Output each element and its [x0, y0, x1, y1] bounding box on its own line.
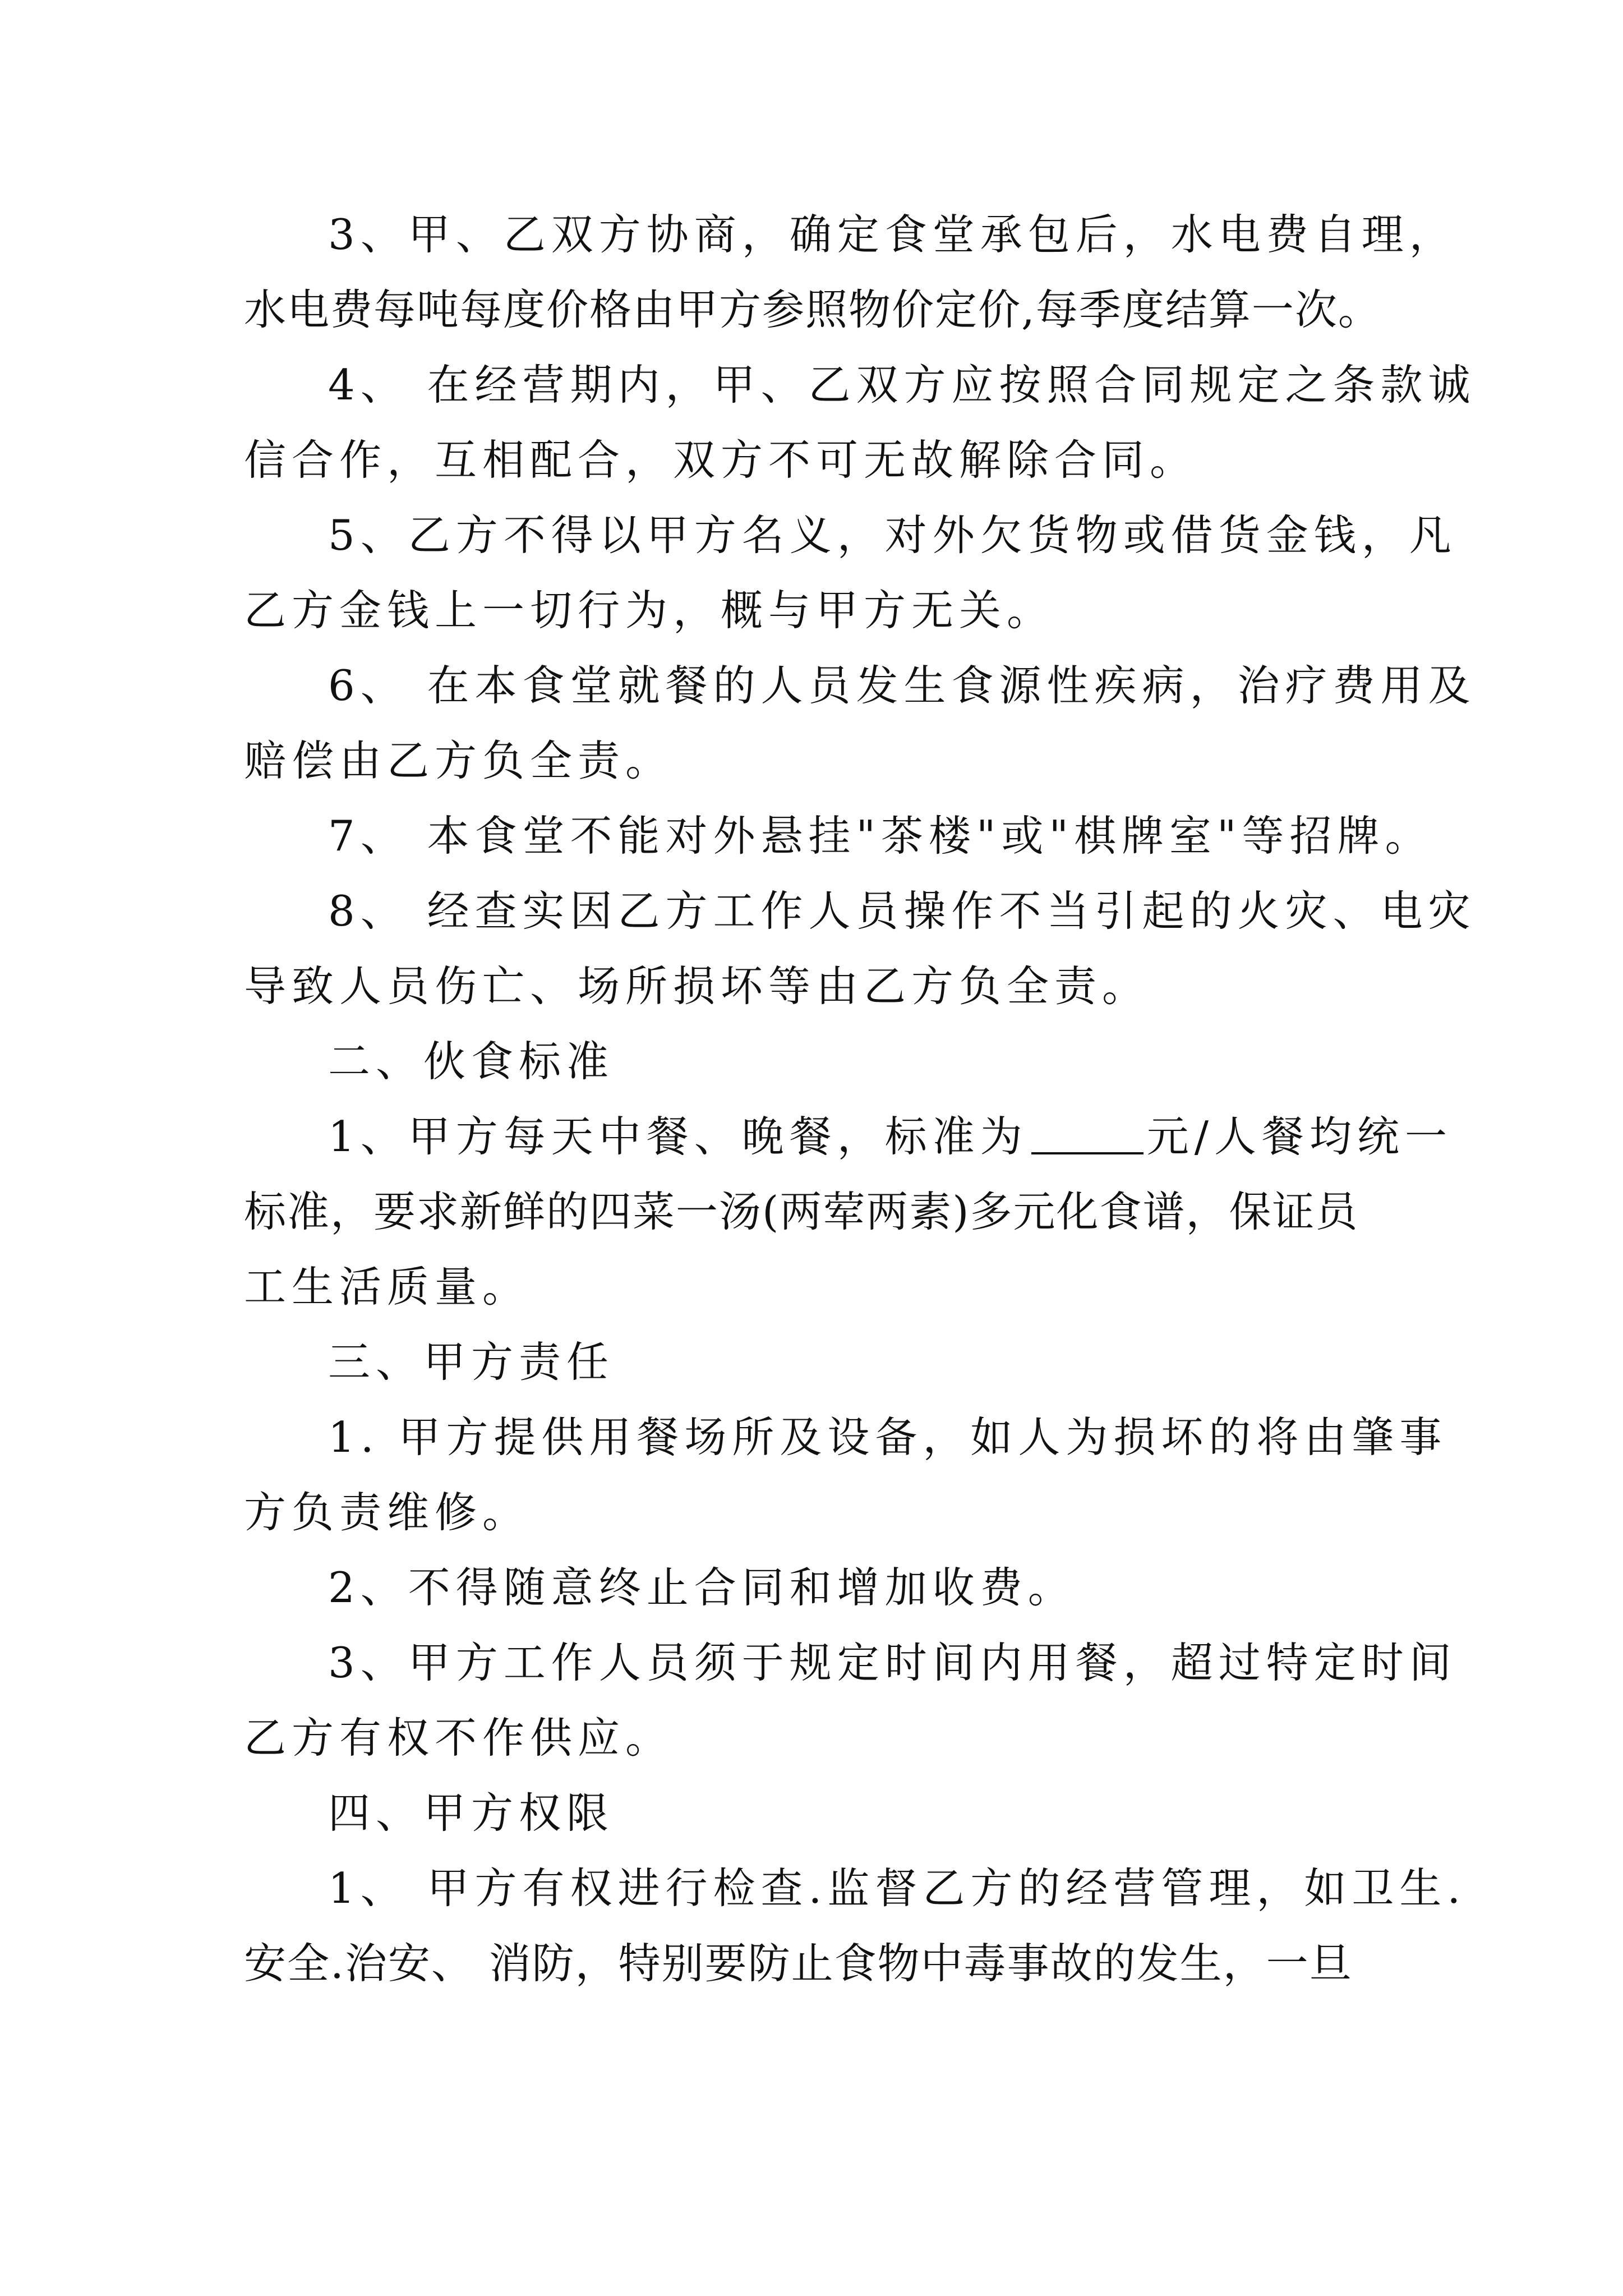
text-line: 6、 在本食堂就餐的人员发生食源性疾病，治疗费用及 [328, 661, 1476, 710]
text-segment: 1、甲方每天中餐、晚餐，标准为 [328, 1112, 1028, 1161]
fill-in-blank [1031, 1108, 1144, 1154]
text-line: 标准，要求新鲜的四菜一汤(两荤两素)多元化食谱，保证员 [244, 1187, 1359, 1236]
text-line: 3、甲、乙双方协商，确定食堂承包后，水电费自理， [328, 210, 1457, 259]
text-line [244, 1108, 1453, 1184]
text-line: 4、 在经营期内，甲、乙双方应按照合同规定之条款诚 [328, 360, 1476, 409]
text-line: 信合作，互相配合，双方不可无故解除合同。 [244, 435, 1198, 485]
text-line: 方负责维修。 [244, 1488, 531, 1537]
text-line: 1. 甲方提供用餐场所及设备，如人为损坏的将由肇事 [328, 1412, 1447, 1462]
text-line: 安全.治安、 消防，特别要防止食物中毒事故的发生，一旦 [244, 1939, 1353, 1988]
text-line: 1、 甲方有权进行检查.监督乙方的经营管理，如卫生. [328, 1864, 1467, 1913]
text-line: 乙方金钱上一切行为，概与甲方无关。 [244, 586, 1055, 635]
text-line: 3、甲方工作人员须于规定时间内用餐，超过特定时间 [328, 1638, 1457, 1687]
text-line: 2、不得随意终止合同和增加收费。 [328, 1563, 1076, 1612]
text-line: 工生活质量。 [244, 1262, 531, 1312]
text-line: 二、伙食标准 [328, 1037, 615, 1086]
text-line: 5、乙方不得以甲方名义，对外欠货物或借货金钱，凡 [328, 510, 1457, 560]
text-line: 8、 经查实因乙方工作人员操作不当引起的火灾、电灾 [328, 886, 1476, 936]
text-line: 导致人员伤亡、场所损坏等由乙方负全责。 [244, 961, 1150, 1011]
text-line: 乙方有权不作供应。 [244, 1713, 674, 1763]
text-line: 赔偿由乙方负全责。 [244, 736, 674, 785]
text-segment: 元/人餐均统一 [1146, 1112, 1453, 1161]
text-line: 7、 本食堂不能对外悬挂"茶楼"或"棋牌室"等招牌。 [328, 811, 1433, 861]
text-line: 四、甲方权限 [328, 1788, 615, 1838]
document-body [244, 206, 1476, 2010]
text-line: 水电费每吨每度价格由甲方参照物价定价,每季度结算一次。 [244, 285, 1381, 334]
text-line: 三、甲方责任 [328, 1337, 615, 1387]
